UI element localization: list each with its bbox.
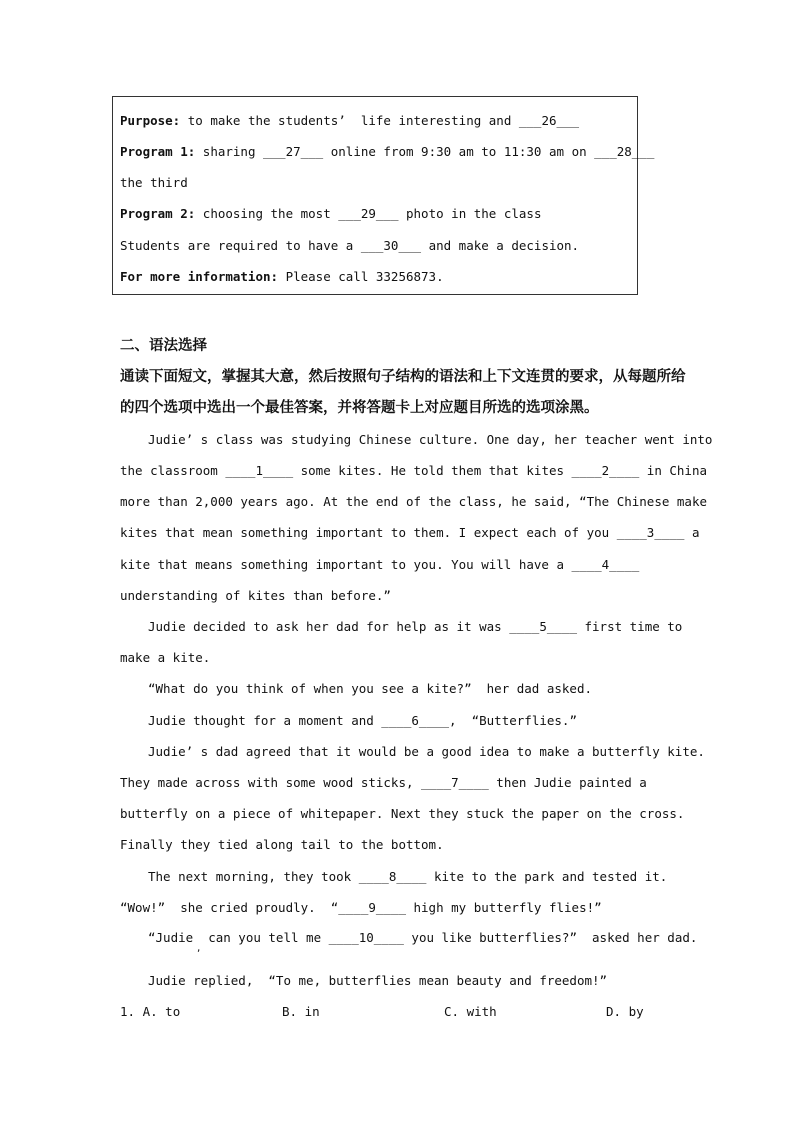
blank-30: ___30___	[360, 238, 422, 253]
program1-text-a: sharing	[195, 144, 263, 159]
passage-text: The next morning, they took	[148, 869, 359, 884]
passage-line	[120, 775, 647, 790]
notice-students	[120, 238, 579, 253]
passage-line	[148, 869, 667, 884]
passage-line: make a kite.	[120, 650, 211, 665]
blank-5: ____5____	[509, 619, 577, 634]
passage-text: then Judie painted a	[488, 775, 647, 790]
passage-text: kites that mean something important to them. I expect each of you	[120, 525, 617, 540]
students-text-a: Students are required to have a	[120, 238, 361, 253]
blank-26: ___26___	[518, 113, 580, 128]
passage-line	[148, 713, 577, 728]
passage-text: in China	[639, 463, 708, 478]
passage-text: you like butterflies?” asked her dad.	[403, 930, 698, 945]
instruction-line-2: 的四个选项中选出一个最佳答案，并将答题卡上对应题目所选的选项涂黑。	[120, 400, 599, 416]
question-1-option-c[interactable]: C. with	[444, 1004, 497, 1019]
purpose-text: to make the students’ life interesting and	[180, 113, 519, 128]
blank-2: ____2____	[571, 463, 640, 478]
purpose-label: Purpose:	[120, 113, 181, 128]
passage-line	[148, 930, 697, 945]
passage-line	[120, 463, 707, 478]
passage-text: the classroom	[120, 463, 226, 478]
passage-text: high my butterfly flies!”	[405, 900, 602, 915]
notice-program2	[120, 206, 541, 221]
passage-line: Judie replied, “To me, butterflies mean beauty and freedom!”	[148, 973, 608, 988]
blank-3: ____3____	[616, 525, 685, 540]
passage-text: kite that means something important to you. You will have a	[120, 557, 572, 572]
notice-program1	[120, 144, 654, 159]
blank-7: ____7____	[421, 775, 489, 790]
passage-text: , “Butterflies.”	[449, 713, 577, 728]
program1-label: Program 1:	[120, 144, 196, 159]
passage-line	[120, 557, 639, 572]
passage-line: butterfly on a piece of whitepaper. Next they stuck the paper on the cross.	[120, 806, 685, 821]
blank-28: ___28___	[594, 144, 655, 159]
option-label: A. to	[142, 1004, 181, 1019]
passage-text: “Judie can you tell me	[148, 930, 329, 945]
passage-line: understanding of kites than before.”	[120, 588, 391, 603]
info-text: Please call 33256873.	[278, 269, 444, 284]
blank-10: ____10____	[328, 930, 404, 945]
blank-8: ____8____	[358, 869, 427, 884]
passage-text: They made across with some wood sticks,	[120, 775, 422, 790]
info-label: For more information:	[120, 269, 279, 284]
passage-text: kite to the park and tested it.	[426, 869, 668, 884]
notice-purpose	[120, 113, 579, 128]
passage-text: Judie thought for a moment and	[148, 713, 382, 728]
blank-4: ____4____	[571, 557, 640, 572]
passage-line: Judie’ s class was studying Chinese culture. One day, her teacher went into	[148, 432, 713, 447]
passage-text: “Wow!” she cried proudly. “	[120, 900, 339, 915]
passage-line	[120, 900, 602, 915]
blank-6: ____6____	[381, 713, 450, 728]
blank-1: ____1____	[225, 463, 294, 478]
passage-line	[120, 525, 700, 540]
program2-text-b: photo in the class	[398, 206, 542, 221]
question-1-option-a[interactable]	[120, 1004, 180, 1019]
program1-text-b: online from 9:30 am to 11:30 am on	[323, 144, 595, 159]
passage-text: first time to	[576, 619, 683, 634]
blank-9: ____9____	[338, 900, 406, 915]
notice-box	[112, 96, 655, 295]
passage-text: a	[684, 525, 700, 540]
question-1-option-d[interactable]: D. by	[606, 1004, 644, 1019]
students-text-b: and make a decision.	[421, 238, 580, 253]
notice-program1-cont: the third	[120, 175, 188, 190]
passage-line	[148, 619, 682, 634]
program2-text-a: choosing the most	[195, 206, 339, 221]
question-1-option-b[interactable]: B. in	[282, 1004, 320, 1019]
passage-line: “What do you think of when you see a kite?” her dad asked.	[148, 681, 593, 696]
passage-line: Finally they tied along tail to the bottom.	[120, 837, 444, 852]
passage-line: Judie’ s dad agreed that it would be a good idea to make a butterfly kite.	[148, 744, 705, 759]
section-heading: 二、语法选择	[120, 338, 207, 354]
passage-text: some kites. He told them that kites	[293, 463, 572, 478]
program2-label: Program 2:	[120, 206, 196, 221]
question-number: 1.	[120, 1004, 136, 1019]
passage-text: Judie decided to ask her dad for help as it was	[148, 619, 510, 634]
blank-29: ___29___	[338, 206, 399, 221]
passage-line: more than 2,000 years ago. At the end of the class, he said, “The Chinese make	[120, 494, 707, 509]
instruction-line-1: 通读下面短文，掌握其大意，然后按照句子结构的语法和上下文连贯的要求，从每题所给	[120, 369, 686, 385]
stray-comma-mark: ,	[196, 944, 202, 954]
blank-27: ___27___	[263, 144, 324, 159]
notice-info	[120, 269, 444, 284]
